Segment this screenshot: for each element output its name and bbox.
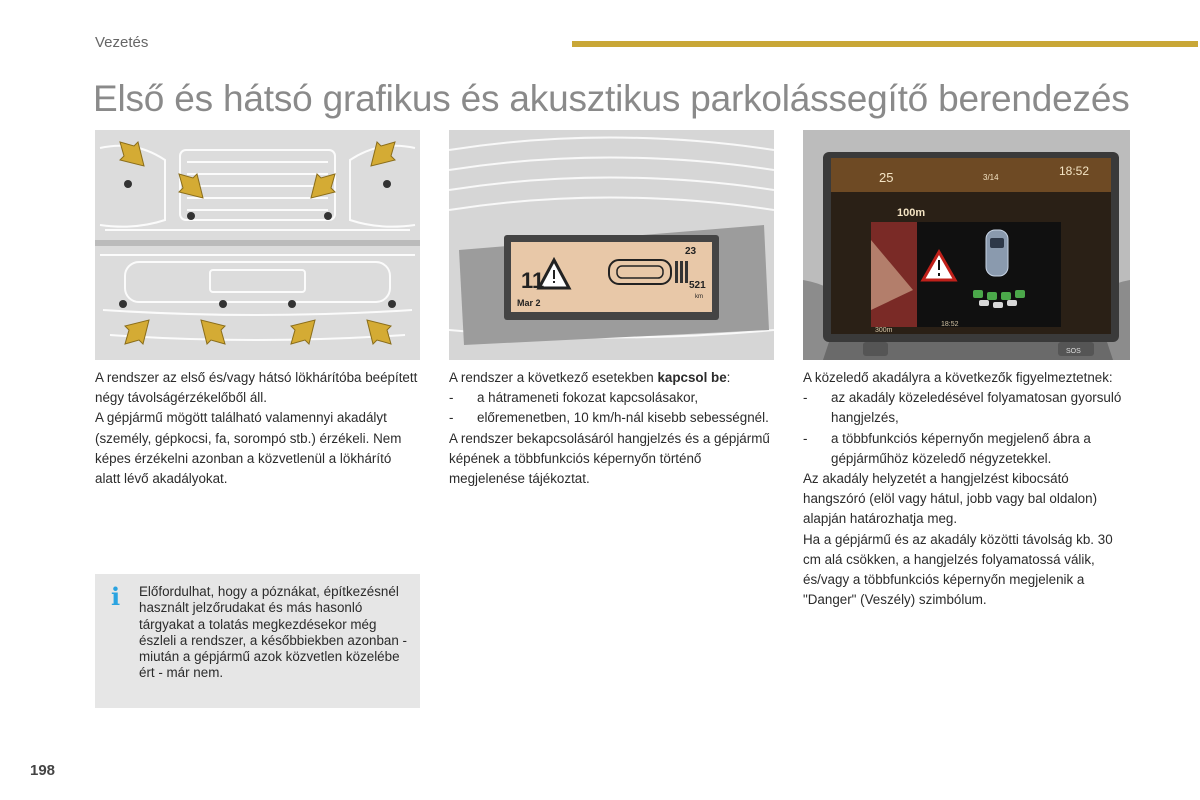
instrument-display-illustration: [449, 130, 774, 360]
header-accent-bar: [572, 41, 1198, 47]
col2-intro-text: A rendszer a következő esetekben: [449, 370, 658, 385]
col3-paragraph-3: Ha a gépjármű és az akadály közötti távolság kb. 30 cm alá csökken, a hangjelzés folyamatossá válik, és/vagy a többfunkciós képernyőn megjelenik a "Danger" (Veszély) szimbólum.: [803, 531, 1113, 608]
display-unit: km: [695, 294, 703, 300]
col1-paragraph-2: A gépjármű mögött található valamennyi akadályt (személy, gépkocsi, fa, sorompó stb.) érzékeli. Nem képes érzékelni azonban a közvetlenül a lökhárító alatt lévő akadályokat.: [95, 410, 402, 487]
col3-intro: A közeledő akadályra a következők figyelmeztetnek:: [803, 370, 1113, 385]
list-item: [803, 388, 1133, 428]
info-note-box: [95, 574, 420, 708]
list-dash: -: [449, 390, 454, 406]
sos-button-label: SOS: [1066, 348, 1081, 355]
column-3-text: [803, 368, 1133, 610]
list-item-text: a hátrameneti fokozat kapcsolásakor,: [477, 390, 699, 406]
bumper-sensors-illustration: [95, 130, 420, 360]
list-dash: -: [449, 410, 454, 426]
display-bottom-right: 521: [689, 280, 706, 291]
list-item: [449, 408, 779, 428]
list-item-text: a többfunkciós képernyőn megjelenő ábra a gépjárműhöz közeledő négyzetekkel.: [831, 430, 1091, 466]
list-item: [803, 429, 1133, 469]
info-note-text: Előfordulhat, hogy a póznákat, építkezésnél használt jelzőrudakat és más hasonló tárgyakat a tolatás megkezdésekor még észleli a rendszer, a későbbiekben azonban - miután a gépjármű azok közvetlen közelébe ért - már nem.: [139, 584, 407, 681]
display-date: Mar 2: [517, 298, 541, 308]
screen-bottom-distance: 300m: [875, 327, 893, 334]
col2-intro-colon: :: [726, 370, 731, 385]
list-dash: -: [803, 390, 808, 406]
column-2-text: [449, 368, 779, 489]
col1-paragraph-1: A rendszer az első és/vagy hátsó lökhárítóba beépített négy távolságérzékelőből áll.: [95, 370, 418, 406]
multifunction-screen-illustration: [803, 130, 1130, 360]
col2-intro: [449, 368, 779, 388]
info-icon: i: [111, 582, 121, 611]
list-dash: -: [803, 430, 808, 446]
col2-paragraph-2: A rendszer bekapcsolásáról hangjelzés és a gépjármű képének a többfunkciós képernyőn történő megjelenése tájékoztat.: [449, 430, 770, 487]
screen-time: 18:52: [1059, 164, 1090, 178]
screen-track: 3/14: [983, 173, 999, 182]
display-top-right: 23: [685, 246, 697, 257]
screen-temperature: 25: [879, 170, 894, 185]
screen-bottom-time: 18:52: [941, 321, 959, 328]
list-item: [449, 388, 779, 408]
section-label: Vezetés: [95, 34, 149, 51]
column-1-text: [95, 368, 420, 489]
list-item-text: az akadály közeledésével folyamatosan gyorsuló hangjelzés,: [831, 390, 1122, 426]
col2-intro-bold: kapcsol be: [657, 370, 727, 385]
page-title: Első és hátsó grafikus és akusztikus parkolássegítő berendezés: [93, 78, 1130, 119]
list-item-text: előremenetben, 10 km/h-nál kisebb sebességnél.: [477, 410, 769, 426]
display-left-number: 11: [521, 268, 545, 293]
col3-paragraph-2: Az akadály helyzetét a hangjelzést kibocsátó hangszóró (elöl vagy hátul, jobb vagy bal oldalon) alapján határozhatja meg.: [803, 471, 1098, 527]
page-number: 198: [30, 762, 56, 779]
screen-distance: 100m: [897, 207, 926, 219]
